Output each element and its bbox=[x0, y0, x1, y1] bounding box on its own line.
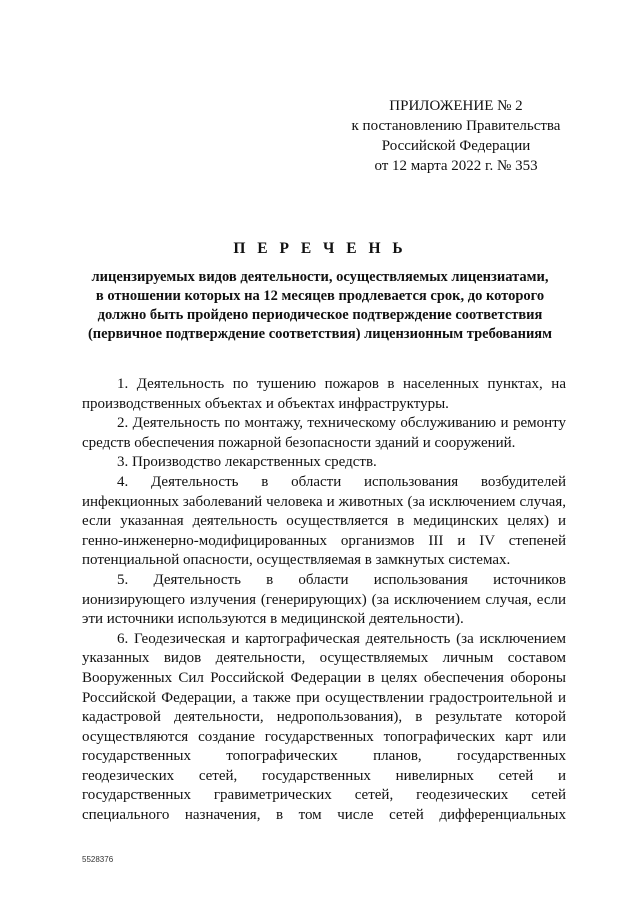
subtitle-line: в отношении которых на 12 месяцев продлевается срок, до которого bbox=[95, 288, 545, 304]
body-line: 6. Геодезическая и картографическая деятельность (за исключением bbox=[117, 630, 566, 647]
body-line: 5. Деятельность в области использования источников bbox=[117, 571, 566, 588]
body-line: государственных гравиметрических сетей, геодезических сетей bbox=[82, 787, 566, 804]
body-line: производственных объектах и объектах инфраструктуры. bbox=[82, 395, 449, 412]
body-line: инфекционных заболеваний человека и животных (за исключением случая, bbox=[82, 493, 566, 510]
document-body bbox=[82, 375, 566, 826]
body-line: ионизирующего излучения (генерирующих) (за исключением случая, если bbox=[82, 591, 566, 608]
body-line: эти источники используются в медицинской деятельности). bbox=[82, 611, 464, 628]
body-line: потенциальной опасности, осуществляемая в замкнутых системах. bbox=[82, 552, 511, 569]
body-line: Вооруженных Сил Российской Федерации в целях обеспечения обороны bbox=[82, 669, 566, 686]
body-line: осуществляются создание государственных топографических карт или bbox=[82, 728, 566, 745]
document-subtitle bbox=[70, 268, 570, 344]
subtitle-line: должно быть пройдено периодическое подтверждение соответствия bbox=[97, 307, 543, 323]
subtitle-line: лицензируемых видов деятельности, осуществляемых лицензиатами, bbox=[91, 269, 549, 285]
body-line: специального назначения, в том числе сетей дифференциальных bbox=[82, 807, 566, 824]
body-line: геодезических сетей, государственных нивелирных сетей и bbox=[82, 767, 566, 784]
appendix-line-2: Российской Федерации bbox=[381, 138, 531, 154]
body-line: 4. Деятельность в области использования возбудителей bbox=[117, 473, 566, 490]
body-line: если указанная деятельность осуществляется в медицинских целях) и bbox=[82, 513, 566, 530]
body-line: государственных топографических планов, государственных bbox=[82, 748, 566, 765]
appendix-header bbox=[336, 96, 576, 176]
body-line: генно-инженерно-модифицированных организмов III и IV степеней bbox=[82, 532, 566, 549]
body-line: средств обеспечения пожарной безопасности зданий и сооружений. bbox=[82, 434, 516, 451]
body-line: Российской Федерации, а также при осуществлении градостроительной и bbox=[82, 689, 566, 706]
appendix-number: ПРИЛОЖЕНИЕ № 2 bbox=[389, 98, 523, 114]
appendix-line-1: к постановлению Правительства bbox=[351, 118, 561, 134]
subtitle-line: (первичное подтверждение соответствия) лицензионным требованиям bbox=[87, 326, 553, 342]
document-title: П Е Р Е Ч Е Н Ь bbox=[233, 240, 407, 257]
body-line: 2. Деятельность по монтажу, техническому обслуживанию и ремонту bbox=[117, 415, 566, 432]
document-code: 5528376 bbox=[82, 855, 114, 864]
appendix-line-3: от 12 марта 2022 г. № 353 bbox=[374, 158, 538, 174]
body-line: 3. Производство лекарственных средств. bbox=[117, 454, 377, 471]
body-line: кадастровой деятельности, недропользования), в результате которой bbox=[82, 709, 566, 726]
body-line: 1. Деятельность по тушению пожаров в населенных пунктах, на bbox=[117, 376, 566, 392]
body-line: указанных видов деятельности, осуществляемых личным составом bbox=[82, 650, 566, 667]
